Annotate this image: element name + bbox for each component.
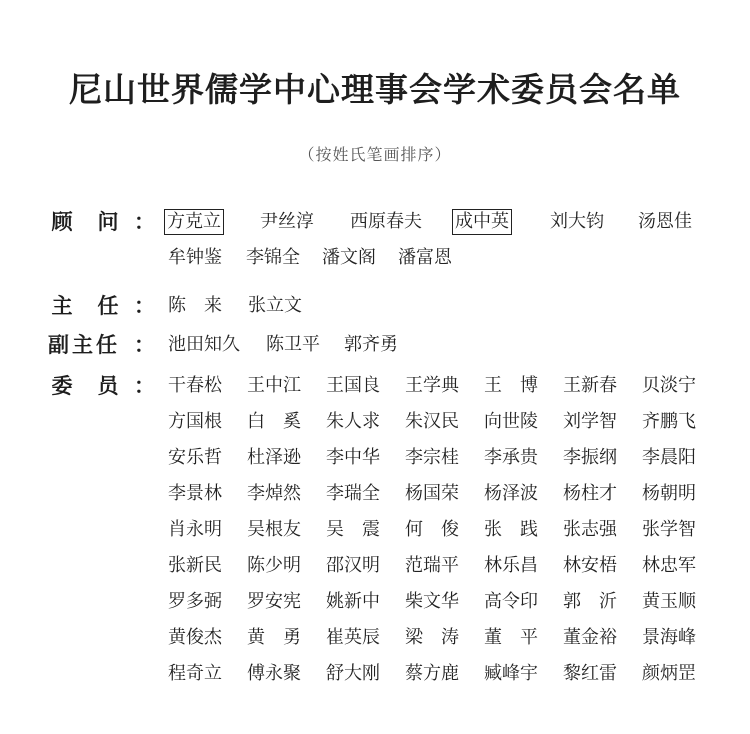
name-row: [168, 208, 728, 244]
name-item: 杜泽逊: [247, 447, 301, 468]
name-item: 王国良: [326, 375, 380, 396]
name-row: [168, 244, 728, 280]
name-item: 杨朝明: [642, 483, 696, 504]
name-row: [168, 552, 728, 588]
name-item: 柴文华: [405, 591, 459, 612]
name-item: 臧峰宇: [484, 663, 538, 684]
name-item: 方国根: [168, 411, 222, 432]
name-item: 郭齐勇: [344, 334, 398, 355]
name-item: 李瑞全: [326, 483, 380, 504]
section-label: 委 员: [51, 374, 119, 398]
name-item: 牟钟鉴: [168, 247, 222, 268]
name-item: 刘学智: [563, 411, 617, 432]
name-item: 黄 勇: [247, 627, 301, 648]
name-item: 张立文: [248, 295, 302, 316]
page-subtitle: （按姓氏笔画排序）: [298, 145, 452, 164]
name-row: [168, 372, 728, 408]
page-title: 尼山世界儒学中心理事会学术委员会名单: [69, 70, 681, 109]
name-row: [168, 588, 728, 624]
name-item: 张学智: [642, 519, 696, 540]
name-item: 林乐昌: [484, 555, 538, 576]
name-item: 姚新中: [326, 591, 380, 612]
name-item: 杨柱才: [563, 483, 617, 504]
name-item: 王 博: [484, 375, 538, 396]
name-item: 梁 涛: [405, 627, 459, 648]
name-item: 李晨阳: [642, 447, 696, 468]
name-item: 董 平: [484, 627, 538, 648]
name-item: 黎红雷: [563, 663, 617, 684]
name-item: 贝淡宁: [642, 375, 696, 396]
name-item: 蔡方鹿: [405, 663, 459, 684]
name-item: 干春松: [168, 375, 222, 396]
name-item: 池田知久: [168, 334, 240, 355]
name-item: 程奇立: [168, 663, 222, 684]
name-item: 董金裕: [563, 627, 617, 648]
name-item: 汤恩佳: [638, 211, 692, 232]
name-item: 朱人求: [326, 411, 380, 432]
name-list: [168, 331, 728, 367]
section-colon: ：: [134, 333, 155, 357]
name-item: 范瑞平: [405, 555, 459, 576]
name-item: 李承贵: [484, 447, 538, 468]
section-colon: ：: [134, 210, 155, 234]
name-item: 白 奚: [247, 411, 301, 432]
name-item: 王学典: [405, 375, 459, 396]
name-item: 杨国荣: [405, 483, 459, 504]
name-row: [168, 444, 728, 480]
name-item: 陈卫平: [266, 334, 320, 355]
name-item: 杨泽波: [484, 483, 538, 504]
name-item: 李宗桂: [405, 447, 459, 468]
name-item: 李中华: [326, 447, 380, 468]
name-row: [168, 292, 728, 328]
name-item-boxed: 成中英: [452, 209, 512, 235]
name-item: 安乐哲: [168, 447, 222, 468]
name-item: 李焯然: [247, 483, 301, 504]
name-item: 潘富恩: [398, 247, 452, 268]
name-item: 王新春: [563, 375, 617, 396]
name-item: 潘文阁: [322, 247, 376, 268]
name-item: 傅永聚: [247, 663, 301, 684]
name-item: 齐鹏飞: [642, 411, 696, 432]
name-item: 高令印: [484, 591, 538, 612]
name-item: 景海峰: [642, 627, 696, 648]
name-item: 林安梧: [563, 555, 617, 576]
name-item: 罗多弼: [168, 591, 222, 612]
name-item: 陈少明: [247, 555, 301, 576]
name-item: 西原春夫: [350, 211, 422, 232]
name-row: [168, 480, 728, 516]
name-item: 郭 沂: [563, 591, 617, 612]
name-item: 陈 来: [168, 295, 222, 316]
section-label: 主 任: [51, 294, 119, 318]
name-item: 张新民: [168, 555, 222, 576]
name-item: 李景林: [168, 483, 222, 504]
name-item: 黄玉顺: [642, 591, 696, 612]
section-label: 副主任: [48, 333, 120, 357]
name-item: 肖永明: [168, 519, 222, 540]
name-item: 朱汉民: [405, 411, 459, 432]
name-item: 向世陵: [484, 411, 538, 432]
name-item: 颜炳罡: [642, 663, 696, 684]
name-item: 尹丝淳: [260, 211, 314, 232]
section-label: 顾 问: [51, 210, 119, 234]
name-item: 崔英辰: [326, 627, 380, 648]
name-item: 刘大钧: [550, 211, 604, 232]
section-colon: ：: [134, 374, 155, 398]
name-item: 林忠军: [642, 555, 696, 576]
name-item: 何 俊: [405, 519, 459, 540]
name-row: [168, 331, 728, 367]
name-row: [168, 516, 728, 552]
name-row: [168, 408, 728, 444]
name-list: [168, 208, 728, 280]
name-item: 吴根友: [247, 519, 301, 540]
name-row: [168, 624, 728, 660]
name-item: 李振纲: [563, 447, 617, 468]
name-row: [168, 660, 728, 696]
name-item-boxed: 方克立: [164, 209, 224, 235]
name-item: 张 践: [484, 519, 538, 540]
name-item: 李锦全: [246, 247, 300, 268]
name-item: 张志强: [563, 519, 617, 540]
name-item: 吴 震: [326, 519, 380, 540]
name-item: 黄俊杰: [168, 627, 222, 648]
name-list: [168, 372, 728, 696]
name-item: 邵汉明: [326, 555, 380, 576]
section-colon: ：: [134, 294, 155, 318]
name-item: 王中江: [247, 375, 301, 396]
name-item: 舒大刚: [326, 663, 380, 684]
name-list: [168, 292, 728, 328]
name-item: 罗安宪: [247, 591, 301, 612]
